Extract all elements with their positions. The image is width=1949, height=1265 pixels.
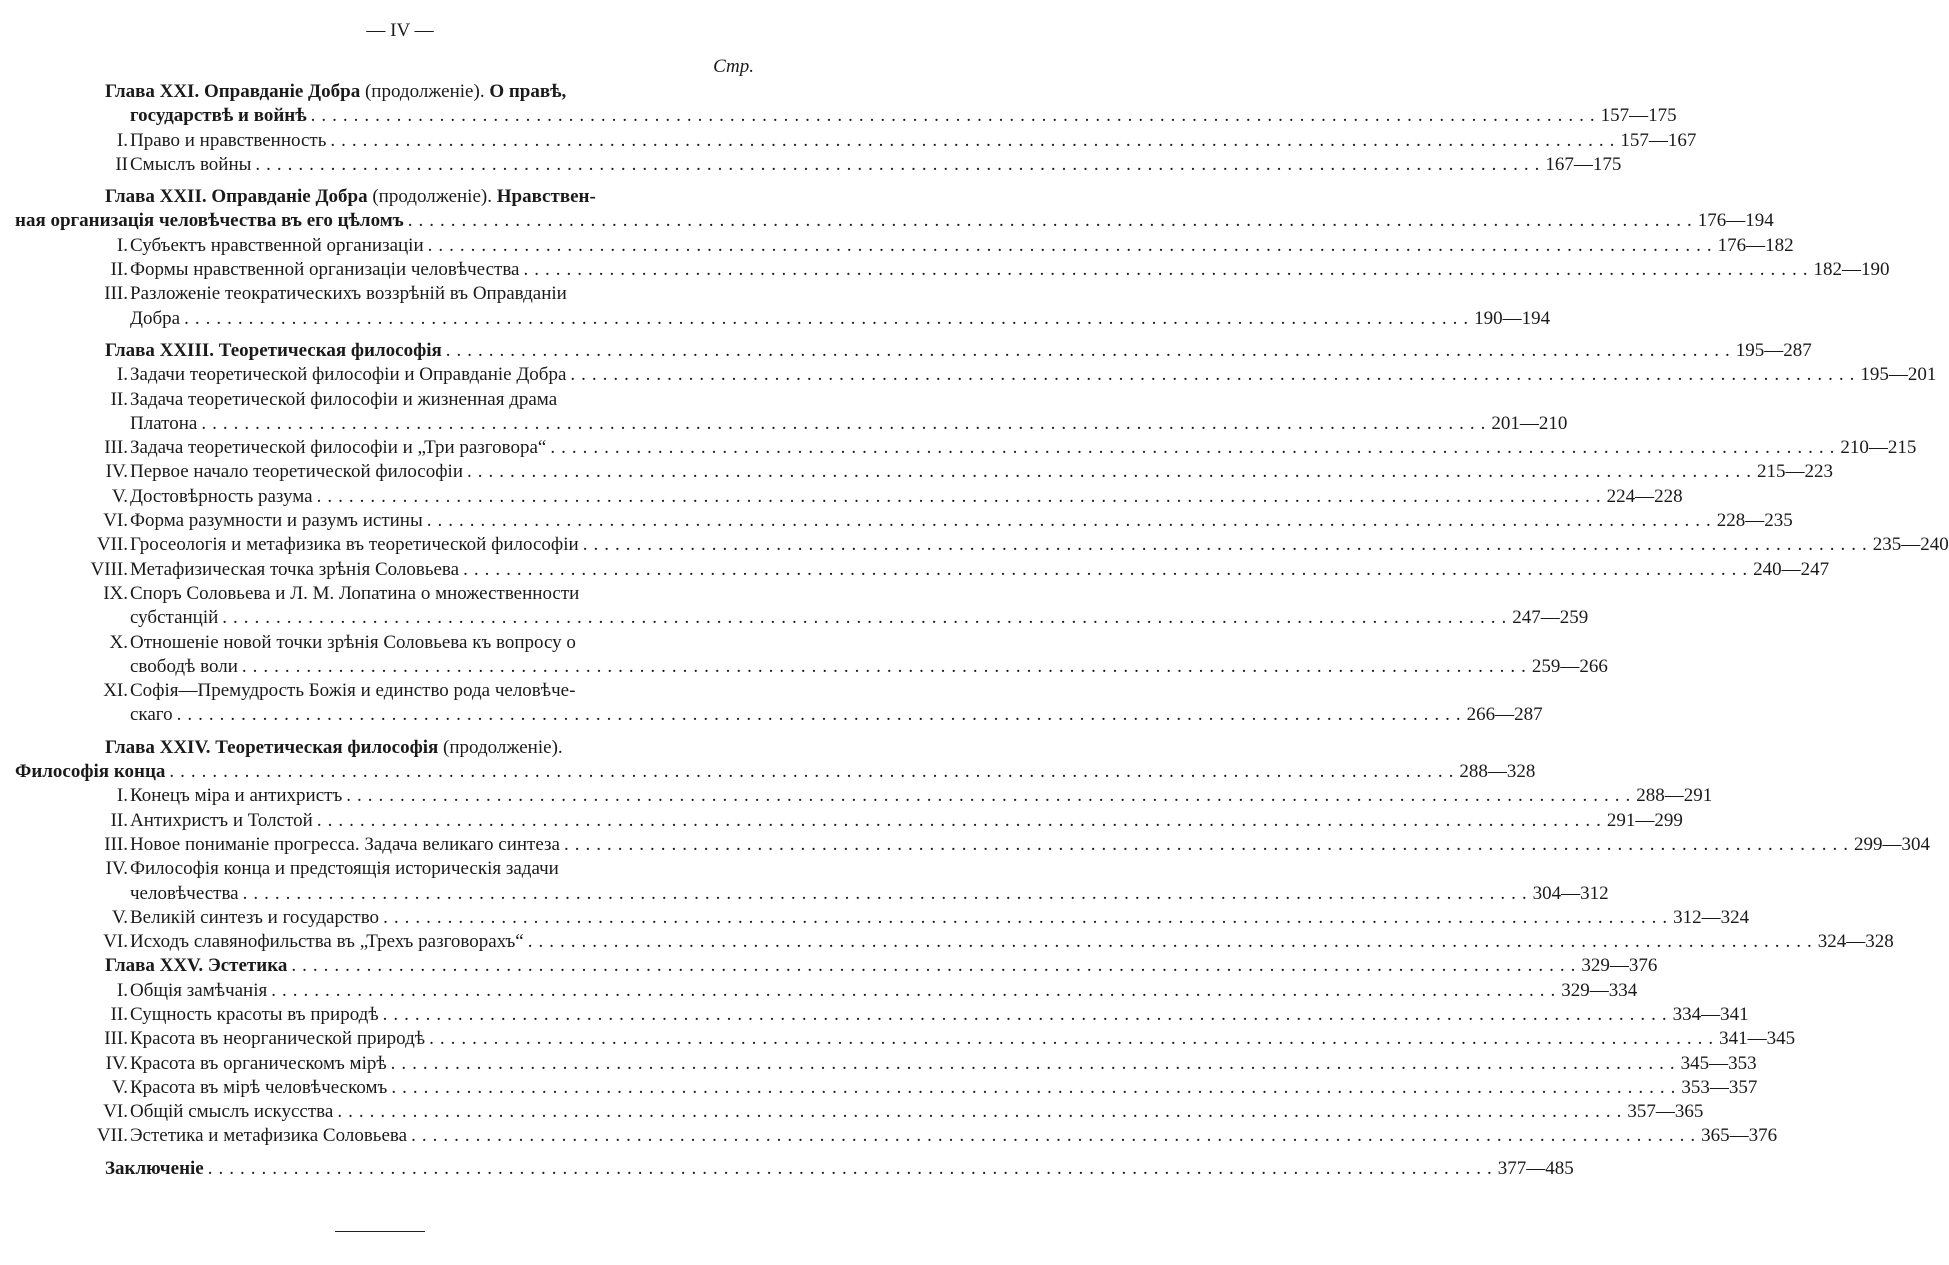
section-number: I. [116, 364, 128, 386]
title-segment: Добра [130, 307, 181, 329]
title-segment: Глава XXV. Эстетика [105, 955, 288, 977]
toc-row [0, 1076, 1758, 1100]
section-number: V. [111, 906, 128, 928]
table-of-contents [0, 80, 1949, 1181]
toc-row [0, 906, 1750, 930]
section-number: V. [111, 1076, 128, 1098]
entry-title [130, 104, 307, 128]
section-number: I. [116, 979, 128, 1001]
title-segment: Великій синтезъ и государство [130, 906, 380, 928]
entry-title [130, 460, 463, 484]
toc-row [0, 809, 1683, 833]
dot-leader: ........................................................................................................................ [429, 1028, 1720, 1050]
entry-title [130, 906, 379, 930]
title-segment: Нравствен- [496, 186, 596, 208]
section-number: VII. [96, 534, 128, 556]
toc-row [0, 760, 1536, 784]
page-range: 215—223 [1756, 461, 1833, 483]
page-range: 195—201 [1860, 364, 1937, 386]
page-range: 157—167 [1620, 129, 1697, 151]
section-number: I. [116, 234, 128, 256]
entry-title [130, 809, 313, 833]
page-range: 228—235 [1716, 510, 1793, 532]
entry-title [105, 954, 287, 978]
section-number: I. [116, 129, 128, 151]
title-segment: Форма разумности и разумъ истины [130, 510, 423, 532]
page-range: 312—324 [1673, 906, 1750, 928]
dot-leader: ........................................................................................................................ [184, 307, 1475, 329]
dot-leader: ........................................................................................................................ [169, 761, 1460, 783]
toc-row [0, 1003, 1749, 1027]
title-segment: Общій смыслъ искусства [130, 1101, 334, 1123]
toc-row [0, 1124, 1778, 1148]
toc-chapter-row [0, 736, 800, 760]
dot-leader: ........................................................................................................................ [176, 704, 1467, 726]
dot-leader: ........................................................................................................................ [330, 129, 1621, 151]
toc-row [0, 363, 1937, 387]
page-range: 341—345 [1719, 1028, 1796, 1050]
entry-title [130, 485, 313, 509]
toc-row [0, 703, 1543, 727]
toc-chapter-row [0, 954, 1658, 978]
section-number: IV. [105, 461, 128, 483]
page-range: 224—228 [1606, 485, 1683, 507]
entry-title [130, 1027, 425, 1051]
entry-title [130, 833, 560, 857]
toc-row [0, 882, 1609, 906]
entry-title [15, 209, 404, 233]
toc-row [0, 679, 800, 703]
section-number: II. [110, 1003, 128, 1025]
toc-chapter-row [0, 339, 1812, 363]
title-segment: Споръ Соловьева и Л. М. Лопатина о множественности [130, 582, 580, 604]
entry-title [130, 1003, 379, 1027]
title-segment: Красота въ мірѣ человѣческомъ [130, 1076, 388, 1098]
toc-row [0, 307, 1551, 331]
toc-row [0, 533, 1949, 557]
title-segment: Новое пониманіе прогресса. Задача великаго синтеза [130, 833, 560, 855]
page-range: 288—291 [1636, 785, 1713, 807]
entry-title [130, 412, 197, 436]
section-number: VI. [103, 931, 128, 953]
page-range: 334—341 [1672, 1003, 1749, 1025]
title-segment: субстанцій [130, 607, 219, 629]
page-range: 167—175 [1545, 153, 1622, 175]
toc-row [0, 558, 1830, 582]
page-range: 157—175 [1600, 105, 1677, 127]
toc-row [0, 631, 800, 655]
entry-title [130, 533, 579, 557]
dot-leader: ........................................................................................................................ [427, 234, 1718, 256]
title-segment: Глава XXIII. Теоретическая философія [105, 339, 442, 361]
dot-leader: ........................................................................................................................ [207, 1157, 1498, 1179]
title-segment: Эстетика и метафизика Соловьева [130, 1125, 408, 1147]
entry-title [130, 679, 575, 703]
toc-row [0, 1052, 1757, 1076]
title-segment: Глава XXI. Оправданіе Добра [105, 81, 365, 102]
entry-title [130, 582, 579, 606]
toc-row [0, 388, 800, 412]
entry-title [130, 282, 567, 306]
page-range: 365—376 [1701, 1125, 1778, 1147]
toc-row [0, 833, 1930, 857]
dot-leader: ........................................................................................................................ [337, 1101, 1628, 1123]
dot-leader: ........................................................................................................................ [527, 931, 1818, 953]
page-range: 176—182 [1717, 234, 1794, 256]
title-segment: Метафизическая точка зрѣнія Соловьева [130, 558, 460, 580]
title-segment: Красота въ неорганической природѣ [130, 1028, 426, 1050]
toc-row [0, 234, 1794, 258]
section-number: X. [109, 631, 128, 653]
page-range: 247—259 [1512, 607, 1589, 629]
title-segment: Достовѣрность разума [130, 485, 313, 507]
dot-leader: ........................................................................................................................ [407, 210, 1698, 232]
dot-leader: ........................................................................................................................ [242, 882, 1533, 904]
toc-row [0, 930, 1894, 954]
toc-chapter-row [0, 185, 800, 209]
page-range: 201—210 [1491, 412, 1568, 434]
dot-leader: ........................................................................................................................ [390, 1052, 1681, 1074]
title-segment: Отношеніе новой точки зрѣнія Соловьева къ вопросу о [130, 631, 576, 653]
title-segment: ная организація человѣчества въ его цѣломъ [15, 210, 404, 232]
title-segment: Смыслъ войны [130, 153, 252, 175]
title-segment: Разложеніе теократическихъ воззрѣній въ Оправданіи [130, 283, 567, 305]
dot-leader: ........................................................................................................................ [222, 607, 1513, 629]
title-segment: свободѣ воли [130, 655, 238, 677]
section-number: VI. [103, 1101, 128, 1123]
dot-leader: ........................................................................................................................ [563, 833, 1854, 855]
page-range: 195—287 [1735, 339, 1812, 361]
title-segment: Софія—Премудрость Божія и единство рода человѣче- [130, 680, 576, 702]
toc-row [0, 436, 1917, 460]
toc-row [0, 1100, 1704, 1124]
page-number: — IV — [366, 20, 434, 41]
title-segment: Общія замѣчанія [130, 979, 268, 1001]
page-range: 176—194 [1697, 210, 1774, 232]
page-range: 240—247 [1753, 558, 1830, 580]
toc-row [0, 282, 800, 306]
title-segment: Платона [130, 412, 198, 434]
entry-title [130, 234, 424, 258]
dot-leader: ........................................................................................................................ [316, 809, 1607, 831]
dot-leader: ........................................................................................................................ [391, 1076, 1682, 1098]
toc-row [0, 412, 1568, 436]
section-number: III. [104, 437, 128, 459]
dot-leader: ........................................................................................................................ [241, 655, 1532, 677]
section-number: III. [104, 1028, 128, 1050]
title-segment: (продолженіе). [372, 186, 497, 208]
entry-title [130, 1124, 407, 1148]
pages-column-label: Стр. [713, 56, 754, 77]
page-range: 190—194 [1474, 307, 1551, 329]
toc-row [0, 784, 1713, 808]
entry-title [130, 631, 576, 655]
title-segment: Философія конца [15, 761, 166, 783]
section-number: VIII. [90, 558, 128, 580]
title-segment: Глава XXII. Оправданіе Добра [105, 186, 373, 208]
section-number: IV. [105, 858, 128, 880]
page-range: 299—304 [1853, 833, 1930, 855]
page-range: 324—328 [1817, 931, 1894, 953]
dot-leader: ........................................................................................................................ [570, 364, 1861, 386]
dot-leader: ........................................................................................................................ [291, 955, 1582, 977]
entry-title [130, 655, 238, 679]
title-segment: Антихристъ и Толстой [130, 809, 313, 831]
entry-title [105, 185, 596, 209]
page-range: 210—215 [1840, 437, 1917, 459]
toc-row [0, 485, 1683, 509]
entry-title [130, 1076, 387, 1100]
entry-title [130, 857, 559, 881]
title-segment: (продолженіе). [443, 736, 563, 758]
entry-title [130, 930, 524, 954]
entry-title [130, 1100, 333, 1124]
toc-row [0, 258, 1890, 282]
entry-title [130, 307, 180, 331]
title-segment: Философія конца и предстоящія историческія задачи [130, 858, 559, 880]
entry-title [130, 606, 218, 630]
dot-leader: ........................................................................................................................ [463, 558, 1754, 580]
section-number: II. [110, 259, 128, 281]
section-number: V. [111, 485, 128, 507]
toc-chapter-row [0, 80, 800, 104]
entry-title [105, 80, 566, 104]
title-segment: Первое начало теоретической философіи [130, 461, 463, 483]
section-number: I. [116, 785, 128, 807]
dot-leader: ........................................................................................................................ [310, 105, 1601, 127]
title-segment: Сущность красоты въ природѣ [130, 1003, 379, 1025]
title-segment: Субъектъ нравственной организаціи [130, 234, 424, 256]
entry-title [105, 339, 442, 363]
entry-title [130, 509, 423, 533]
dot-leader: ........................................................................................................................ [426, 510, 1717, 532]
section-number: III. [104, 833, 128, 855]
page-range: 357—365 [1627, 1101, 1704, 1123]
toc-row [0, 857, 800, 881]
page-range: 266—287 [1466, 704, 1543, 726]
page-range: 377—485 [1497, 1157, 1574, 1179]
page-range: 329—334 [1561, 979, 1638, 1001]
title-segment: (продолженіе). [364, 81, 490, 102]
dot-leader: ........................................................................................................................ [316, 485, 1607, 507]
toc-row [0, 509, 1793, 533]
section-number: IV. [105, 1052, 128, 1074]
entry-title [130, 363, 566, 387]
title-segment: О правѣ, [489, 81, 567, 102]
closing-rule [335, 1231, 425, 1232]
dot-leader: ........................................................................................................................ [523, 259, 1814, 281]
toc-chapter-row [0, 1157, 1574, 1181]
entry-title [130, 784, 342, 808]
dot-leader: ........................................................................................................................ [582, 534, 1873, 556]
page-range: 353—357 [1681, 1076, 1758, 1098]
page-range: 182—190 [1813, 259, 1890, 281]
page-range: 235—240 [1872, 534, 1949, 556]
page-range: 304—312 [1532, 882, 1609, 904]
dot-leader: ........................................................................................................................ [201, 412, 1492, 434]
entry-title [130, 979, 267, 1003]
title-segment: Право и нравственность [130, 129, 327, 151]
title-segment: Красота въ органическомъ мірѣ [130, 1052, 387, 1074]
dot-leader: ........................................................................................................................ [346, 785, 1637, 807]
dot-leader: ........................................................................................................................ [383, 906, 1674, 928]
dot-leader: ........................................................................................................................ [255, 153, 1546, 175]
title-segment: человѣчества [130, 882, 239, 904]
title-segment: Гросеологія и метафизика въ теоретической философіи [130, 534, 579, 556]
dot-leader: ........................................................................................................................ [466, 461, 1757, 483]
title-segment: государствѣ и войнѣ [130, 105, 307, 127]
dot-leader: ........................................................................................................................ [445, 339, 1736, 361]
title-segment: Формы нравственной организаціи человѣчества [130, 259, 520, 281]
toc-row [0, 582, 800, 606]
section-number: IX. [103, 582, 128, 604]
title-segment: Задачи теоретической философіи и Оправданіе Добра [130, 364, 567, 386]
title-segment: Конецъ міра и антихристъ [130, 785, 343, 807]
dot-leader: ........................................................................................................................ [271, 979, 1562, 1001]
entry-title [130, 703, 173, 727]
entry-title [130, 153, 251, 177]
title-segment: Задача теоретической философіи и жизненная драма [130, 388, 558, 410]
section-number: III. [104, 283, 128, 305]
toc-row [0, 209, 1774, 233]
title-segment: Заключеніе [105, 1157, 204, 1179]
entry-title [105, 736, 563, 760]
toc-row [0, 655, 1608, 679]
toc-row [0, 460, 1833, 484]
page-range: 288—328 [1459, 761, 1536, 783]
section-number: VII. [96, 1125, 128, 1147]
entry-title [130, 129, 326, 153]
toc-row [0, 129, 1697, 153]
page-range: 259—266 [1531, 655, 1608, 677]
entry-title [130, 388, 557, 412]
toc-row [0, 606, 1589, 630]
section-number: II. [110, 388, 128, 410]
toc-row [0, 104, 1677, 128]
section-number: II [115, 153, 128, 175]
entry-title [130, 558, 459, 582]
page-range: 329—376 [1581, 955, 1658, 977]
entry-title [130, 882, 239, 906]
section-number: XI. [103, 680, 128, 702]
toc-row [0, 979, 1638, 1003]
dot-leader: ........................................................................................................................ [382, 1003, 1673, 1025]
page-range: 345—353 [1680, 1052, 1757, 1074]
dot-leader: ........................................................................................................................ [550, 437, 1841, 459]
title-segment: Исходъ славянофильства въ „Трехъ разговорахъ“ [130, 931, 524, 953]
toc-row [0, 1027, 1796, 1051]
title-segment: Задача теоретической философіи и „Три разговора“ [130, 437, 547, 459]
title-segment: скаго [130, 704, 173, 726]
section-number: II. [110, 809, 128, 831]
title-segment: Глава XXIV. Теоретическая философія [105, 736, 444, 758]
page-range: 291—299 [1606, 809, 1683, 831]
entry-title [130, 436, 546, 460]
entry-title [130, 258, 519, 282]
entry-title [130, 1052, 387, 1076]
entry-title [105, 1157, 204, 1181]
toc-row [0, 153, 1622, 177]
dot-leader: ........................................................................................................................ [411, 1125, 1702, 1147]
entry-title [15, 760, 165, 784]
section-number: VI. [103, 510, 128, 532]
